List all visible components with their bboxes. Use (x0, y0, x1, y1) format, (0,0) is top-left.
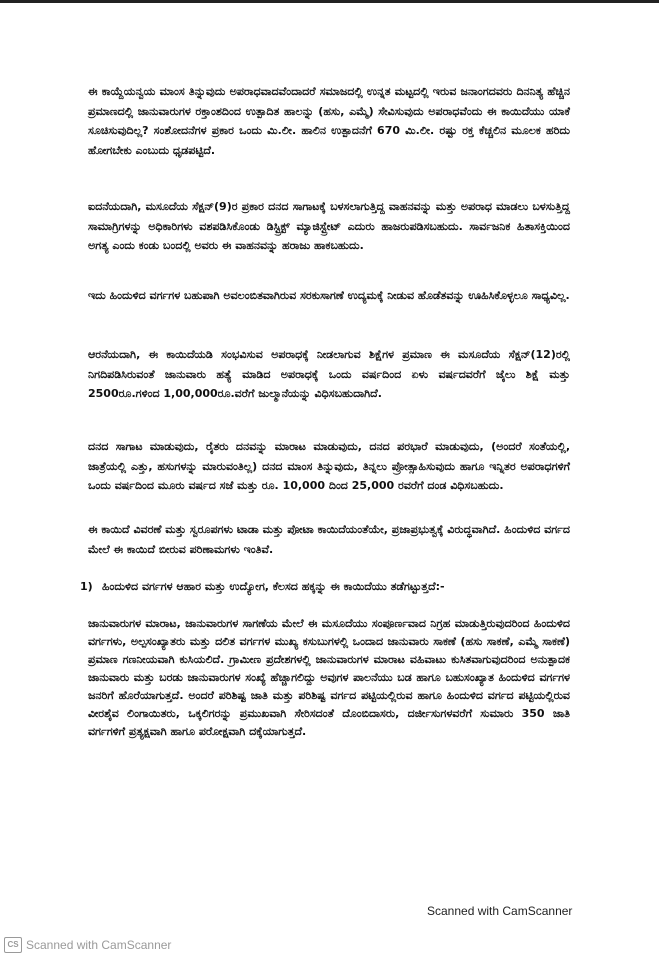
section-heading (80, 580, 580, 594)
paragraph-3: ಇದು ಹಿಂದುಳಿದ ವರ್ಗಗಳ ಬಹುಪಾಗಿ ಅವಲಂಬಿತವಾಗಿರುವ ಸರಕುಸಾಗಣೆ ಉದ್ಯಮಕ್ಕೆ ನೀಡುವ ಹೊಡೆತವನ್ನು ಊಹಿಸಿಕೊಳ್ಳಲೂ ಸಾಧ್ಯವಿಲ್ಲ. (88, 289, 570, 302)
paragraph-1: ಈ ಕಾಯ್ದೆಯನ್ವಯ ಮಾಂಸ ತಿನ್ನುವುದು ಅಪರಾಧವಾದವೆಂದಾದರೆ ಸಮಾಜದಲ್ಲಿ ಉನ್ನತ ಮಟ್ಟದಲ್ಲಿ ಇರುವ ಜನಾಂಗದವರು ದಿನನಿತ್ಯ ಹೆಚ್ಚಿನ ಪ್ರಮಾಣದಲ್ಲಿ ಜಾನುವಾರುಗಳ ರಕ್ತಾಂಶದಿಂದ ಉತ್ಪಾದಿತ ಹಾಲನ್ನು (ಹಸು, ಎಮ್ಮೆ) ಸೇವಿಸುವುದು ಅಪರಾಧವೆಂದು ಈ ಕಾಯಿದೆಯು ಯಾಕೆ ಸೂಚಿಸುವುದಿಲ್ಲ? ಸಂಶೋದನೆಗಳ ಪ್ರಕಾರ ಒಂದು ಮಿ.ಲೀ. ಹಾಲಿನ ಉತ್ಪಾದನೆಗೆ 670 ಮಿ.ಲೀ. ರಷ್ಟು ರಕ್ತ ಕೆಚ್ಚಲಿನ ಮೂಲಕ ಹರಿದು ಹೋಗಬೇಕು ಎಂಬುದು ಧೃಡಪಟ್ಟಿದೆ. (88, 85, 570, 157)
paragraph-5: ದನದ ಸಾಗಾಟ ಮಾಡುವುದು, ರೈತರು ದನವನ್ನು ಮಾರಾಟ ಮಾಡುವುದು, ದನದ ಪರಭಾರೆ ಮಾಡುವುದು, (ಅಂದರೆ ಸಂತೆಯಲ್ಲಿ, ಜಾತ್ರೆಯಲ್ಲಿ ಎತ್ತು, ಹಸುಗಳನ್ನು ಮಾರುವಂತಿಲ್ಲ) ದನದ ಮಾಂಸ ತಿನ್ನುವುದು, ತಿನ್ನಲು ಪ್ರೋತ್ಸಾಹಿಸುವುದು ಹಾಗೂ ಇನ್ನಿತರ ಅಪರಾಧಗಳಿಗೆ ಒಂದು ವರ್ಷದಿಂದ ಮೂರು ವರ್ಷದ ಸಜೆ ಮತ್ತು ರೂ. 10,000 ದಿಂದ 25,000 ರವರೆಗೆ ದಂಡ ವಿಧಿಸಬಹುದು. (88, 440, 570, 492)
section-paragraph: ಜಾನುವಾರುಗಳ ಮಾರಾಟ, ಜಾನುವಾರುಗಳ ಸಾಗಣೆಯ ಮೇಲೆ ಈ ಮಸೂದೆಯು ಸಂಪೂರ್ಣವಾದ ನಿಗ್ರಹ ಮಾಡುತ್ತಿರುವುದರಿಂದ ಹಿಂದುಳಿದ ವರ್ಗಗಳು, ಅಲ್ಪಸಂಖ್ಯಾತರು ಮತ್ತು ದಲಿತ ವರ್ಗಗಳ ಮುಖ್ಯ ಕಸುಬುಗಳಲ್ಲಿ ಒಂದಾದ ಜಾನುವಾರು ಸಾಕಣೆ (ಹಸು ಸಾಕಣೆ, ಎಮ್ಮೆ ಸಾಕಣೆ) ಪ್ರಮಾಣ ಗಣನೀಯವಾಗಿ ಕುಸಿಯಲಿದೆ. ಗ್ರಾಮೀಣ ಪ್ರದೇಶಗಳಲ್ಲಿ ಜಾನುವಾರುಗಳ ಮಾರಾಟ ವಹಿವಾಟು ಕುಸಿತವಾಗುವುದರಿಂದ ಅನುತ್ಪಾದಕ ಜಾನುವಾರು ಮತ್ತು ಬರಡು ಜಾನುವಾರುಗಳ ಸಂಖ್ಯೆ ಹೆಚ್ಚಾಗಲಿದ್ದು ಅವುಗಳ ಪಾಲನೆಯು ಬಡ ಹಾಗೂ ಬಹುಸಂಖ್ಯಾತ ಹಿಂದುಳಿದ ವರ್ಗಗಳ ಜನರಿಗೆ ಹೊರೆಯಾಗುತ್ತದೆ. ಅಂದರೆ ಪರಿಶಿಷ್ಟ ಜಾತಿ ಮತ್ತು ಪರಿಶಿಷ್ಟ ವರ್ಗದ ಪಟ್ಟಿಯಲ್ಲಿರುವ ಹಾಗೂ ಹಿಂದುಳಿದ ವರ್ಗದ ಪಟ್ಟಿಯಲ್ಲಿರುವ ವೀರಶೈವ ಲಿಂಗಾಯಿತರು, ಒಕ್ಕಲಿಗರನ್ನು ಪ್ರಮುಖವಾಗಿ ಸೇರಿಸದಂತೆ ದೊಂಬಿದಾಸರು, ದರ್ಜೀಸುಗಳವರೆಗೆ ಸುಮಾರು 350 ಜಾತಿ ವರ್ಗಗಳಿಗೆ ಪ್ರತ್ಯಕ್ಷವಾಗಿ ಹಾಗೂ ಪರೋಕ್ಷವಾಗಿ ದಕ್ಕೆಯಾಗುತ್ತದೆ. (88, 617, 570, 738)
camscanner-logo-icon: CS (4, 937, 22, 953)
paragraph-6: ಈ ಕಾಯಿದೆ ವಿವರಣೆ ಮತ್ತು ಸ್ವರೂಪಗಳು ಟಾಡಾ ಮತ್ತು ಪೋಟಾ ಕಾಯಿದೆಯಂತೆಯೇ, ಪ್ರಜಾಪ್ರಭುತ್ವಕ್ಕೆ ವಿರುದ್ಧವಾಗಿದೆ. ಹಿಂದುಳಿದ ವರ್ಗದ ಮೇಲೆ ಈ ಕಾಯಿದೆ ಬೀರುವ ಪರಿಣಾಮಗಳು ಇಂತಿವೆ. (88, 523, 570, 556)
section-heading-text: ಹಿಂದುಳಿದ ವರ್ಗಗಳ ಆಹಾರ ಮತ್ತು ಉದ್ಯೋಗ, ಕೆಲಸದ ಹಕ್ಕನ್ನು ಈ ಕಾಯಿದೆಯು ತಡೆಗಟ್ಟುತ್ತದೆ:- (102, 580, 445, 593)
section-number: 1) (80, 580, 93, 593)
camscanner-watermark-text: Scanned with CamScanner (26, 938, 172, 952)
camscanner-watermark-bottom (4, 937, 171, 953)
paragraph-4: ಆರನೆಯದಾಗಿ, ಈ ಕಾಯಿದೆಯಡಿ ಸಂಭವಿಸುವ ಅಪರಾಧಕ್ಕೆ ನೀಡಲಾಗುವ ಶಿಕ್ಷೆಗಳ ಪ್ರಮಾಣ ಈ ಮಸೂದೆಯ ಸೆಕ್ಷನ್(12)ರಲ್ಲಿ ನಿಗದಿಪಡಿಸಿರುವಂತೆ ಜಾನುವಾರು ಹತ್ಯೆ ಮಾಡಿದ ಅಪರಾಧಕ್ಕೆ ಒಂದು ವರ್ಷದಿಂದ ಏಳು ವರ್ಷದವರೆಗೆ ಜೈಲು ಶಿಕ್ಷೆ ಮತ್ತು 2500ರೂ.ಗಳಿಂದ 1,00,000ರೂ.ವರೆಗೆ ಜುಲ್ಮಾನೆಯನ್ನು ವಿಧಿಸಬಹುದಾಗಿದೆ. (88, 348, 570, 400)
camscanner-watermark-right: Scanned with CamScanner (427, 904, 573, 918)
paragraph-2: ಐದನೆಯದಾಗಿ, ಮಸೂದೆಯ ಸೆಕ್ಷನ್(9)ರ ಪ್ರಕಾರ ದನದ ಸಾಗಾಟಕ್ಕೆ ಬಳಸಲಾಗುತ್ತಿದ್ದ ವಾಹನವನ್ನು ಮತ್ತು ಅಪರಾಧ ಮಾಡಲು ಬಳಸುತ್ತಿದ್ದ ಸಾಮಾಗ್ರಿಗಳನ್ನು ಅಧಿಕಾರಿಗಳು ವಶಪಡಿಸಿಕೊಂಡು ಡಿಸ್ಟ್ರಿಕ್ಟ್ ಮ್ಯಾಜಿಸ್ಟ್ರೇಟ್ ಎದುರು ಹಾಜರುಪಡಿಸಬಹುದು. ಸಾರ್ವಜನಿಕ ಹಿತಾಸಕ್ತಿಯಿಂದ ಅಗತ್ಯ ಎಂದು ಕಂಡು ಬಂದಲ್ಲಿ ಅವರು ಈ ವಾಹನವನ್ನು ಹರಾಜು ಹಾಕಬಹುದು. (88, 200, 570, 252)
